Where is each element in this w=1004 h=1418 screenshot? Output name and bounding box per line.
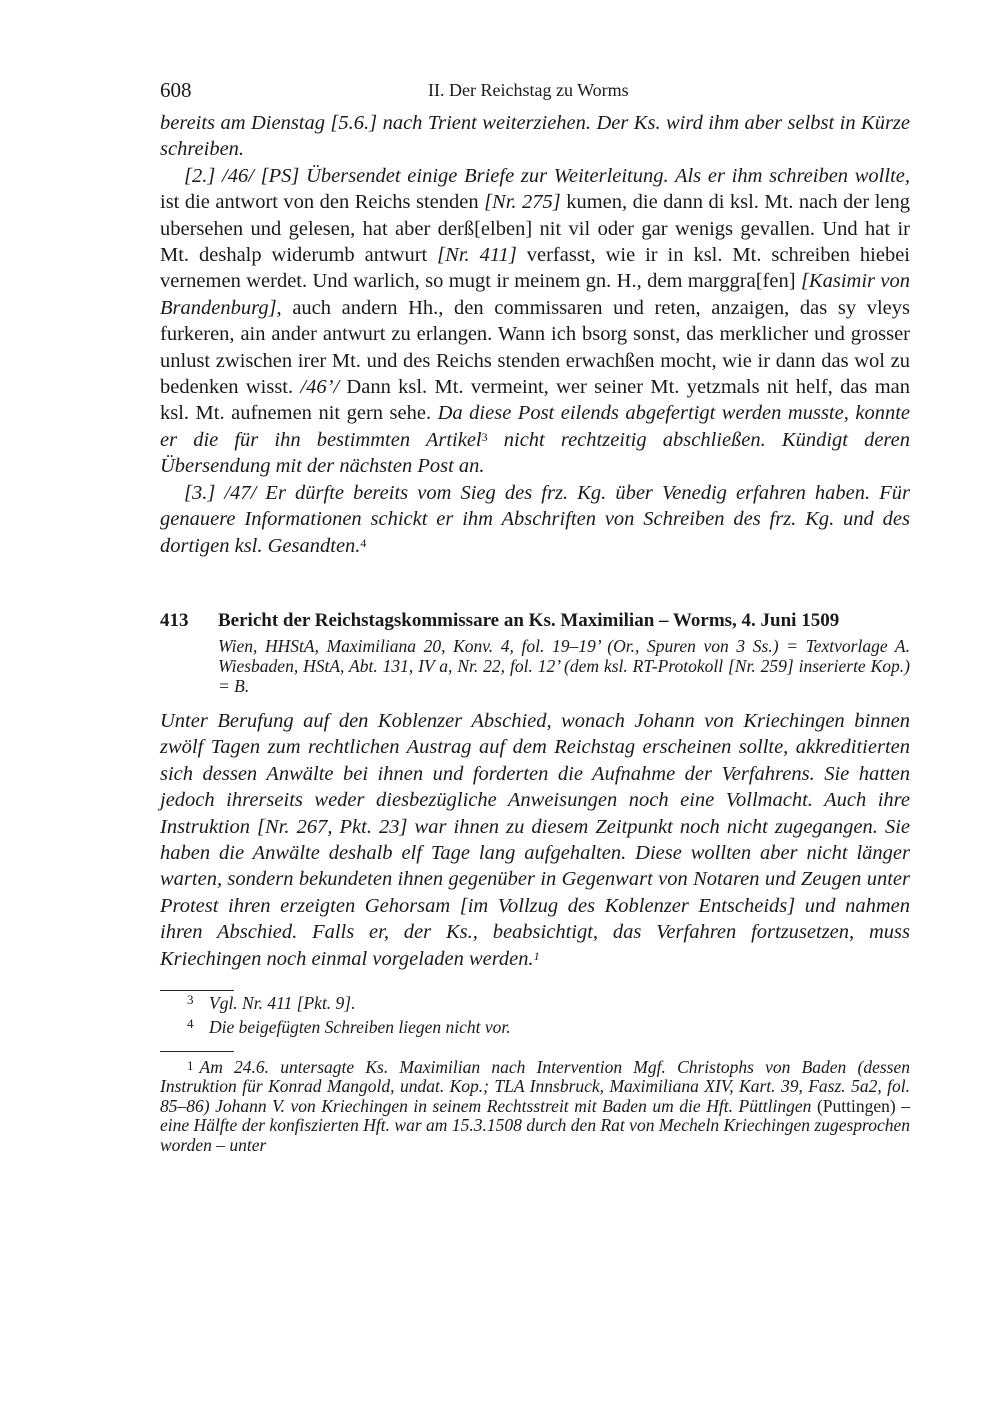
p2-text-c: verfasst, wie ir in ksl. Mt. schreiben hiebei vernemen werdet. Und warlich, so mugt ir meinem gn. H., dem marggra[fen] [160, 244, 910, 293]
continuation-text [160, 110, 910, 559]
document-title: Bericht der Reichstagskommissare an Ks. Maximilian – Worms, 4. Juni 1509 [218, 609, 840, 631]
footnote-mark: 3 [187, 991, 194, 1007]
document-page [160, 78, 910, 1155]
p2-italic-c: [Nr. 411] [437, 244, 517, 267]
p2-text-a: ist die antwort von den Reichs stenden [160, 191, 485, 214]
footnote-1 [160, 1058, 910, 1156]
paragraph-2 [160, 163, 910, 480]
running-title: II. Der Reichstag zu Worms [428, 80, 629, 100]
footnote-text: Vgl. Nr. 411 [Pkt. 9]. [209, 992, 356, 1013]
document-sources: Wien, HHStA, Maximiliana 20, Konv. 4, fol. 19–19’ (Or., Spuren von 3 Ss.) = Textvorlage A. Wiesbaden, HStA, Abt. 131, IV a, Nr. 22, fol. 12’ (dem ksl. RT-Protokoll [Nr. 259] inserierte Kop.) = B. [218, 635, 910, 696]
paragraph-1 [160, 110, 910, 163]
footnote-mark: 4 [187, 1015, 194, 1031]
p2-text-d: , auch andern Hh., den commissaren und reten, anzaigen, das sy vleys furkeren, ain ander antwurt zu erlangen. Wann ich bsorg sonst, das merklicher und grosser unlust zwischen irer Mt. und des Reichs stenden erwachßen mocht, wie ir dann das wol zu bedenken wisst. [160, 296, 910, 399]
page-number: 608 [160, 78, 192, 102]
p2-italic-f: Da diese Post eilends abgefertigt werden musste, konnte er die für ihn bestimmten Artikel [160, 402, 910, 451]
document-heading [160, 609, 910, 633]
footnote-mark: 1 [187, 1057, 194, 1073]
footnote-text-upright: (Puttingen) [816, 1095, 896, 1116]
p2-italic-a: [2.] /46/ [PS] Übersendet einige Briefe zur Weiterleitung. Als er ihm schreiben wollte, [184, 164, 910, 187]
p2-text-b: kumen, die dann di ksl. Mt. nach der leng ubersehen und gelesen, hat aber derß[elben] nit vil oder gar wenigs gevallen. Und hat ir Mt. deshalp widerumb antwurt [160, 191, 910, 267]
paragraph-1-text: bereits am Dienstag [5.6.] nach Trient weiterziehen. Der Ks. wird ihm aber selbst in Kürze schreiben. [160, 112, 910, 161]
page-header [160, 78, 910, 110]
document-number: 413 [160, 609, 189, 631]
footnote-divider-document [160, 1051, 234, 1052]
paragraph-3 [160, 480, 910, 559]
p2-italic-d: [Kasimir von Brandenburg] [160, 270, 910, 319]
footnote-ref-1: 1 [533, 948, 540, 963]
footnote-text: Die beigefügten Schreiben liegen nicht vor. [209, 1016, 511, 1037]
document-summary [160, 708, 910, 972]
summary-text: Unter Berufung auf den Koblenzer Abschied, wonach Johann von Kriechingen binnen zwölf Tagen zum rechtlichen Austrag auf dem Reichstag erscheinen sollte, akkreditierten sich dessen Anwälte bei ihnen und forderten die Aufnahme der Verfahrens. Sie hatten jedoch ihrerseits weder diesbezügliche Anweisungen noch eine Vollmacht. Auch ihre Instruktion [Nr. 267, Pkt. 23] war ihnen zu diesem Zeitpunkt noch nicht zugegangen. Sie haben die Anwälte deshalb elf Tage lang aufgehalten. Diese wollten aber nicht länger warten, sondern bekundeten ihnen gegenüber in Gegenwart von Notaren und Zeugen unter Protest ihren erzeigten Gehorsam [im Vollzug des Koblenzer Entscheids] und nahmen ihren Abschied. Falls er, der Ks., beabsichtigt, das Verfahren fortzusetzen, muss Kriechingen noch einmal vorgeladen werden. [160, 709, 910, 970]
footnote-ref-3: 3 [481, 429, 488, 444]
footnote-4 [160, 1015, 910, 1039]
p2-italic-b: [Nr. 275] [484, 191, 561, 214]
p2-text-e: Dann ksl. Mt. vermeint, wer seiner Mt. yetzmals nit helf, das man ksl. Mt. aufnemen nit gern sehe. [160, 376, 910, 425]
paragraph-3-text: [3.] /47/ Er dürfte bereits vom Sieg des frz. Kg. über Venedig erfahren haben. Für genauere Informationen schickt er ihm Abschriften von Schreiben des frz. Kg. und des dortigen ksl. Gesandten. [160, 481, 910, 557]
footnote-3 [160, 991, 910, 1015]
footnote-ref-4: 4 [360, 535, 367, 550]
p2-italic-g: nicht rechtzeitig abschließen. Kündigt deren Übersendung mit der nächsten Post an. [160, 428, 910, 478]
p2-italic-e: /46’/ [300, 376, 340, 399]
footnote-text-b: – eine Hälfte der konfiszierten Hft. war am 15.3.1508 durch den Rat von Mecheln Kriechingen zugesprochen worden – unter [160, 1095, 910, 1155]
footnote-text-a: Am 24.6. untersagte Ks. Maximilian nach Intervention Mgf. Christophs von Baden (dessen Instruktion für Konrad Mangold, undat. Kop.; TLA Innsbruck, Maximiliana XIV, Kart. 39, Fasz. 5a2, fol. 85–86) Johann V. von Kriechingen in seinem Rechtsstreit mit Baden um die Hft. Püttlingen [160, 1056, 910, 1116]
footnotes-apparatus [160, 991, 910, 1039]
